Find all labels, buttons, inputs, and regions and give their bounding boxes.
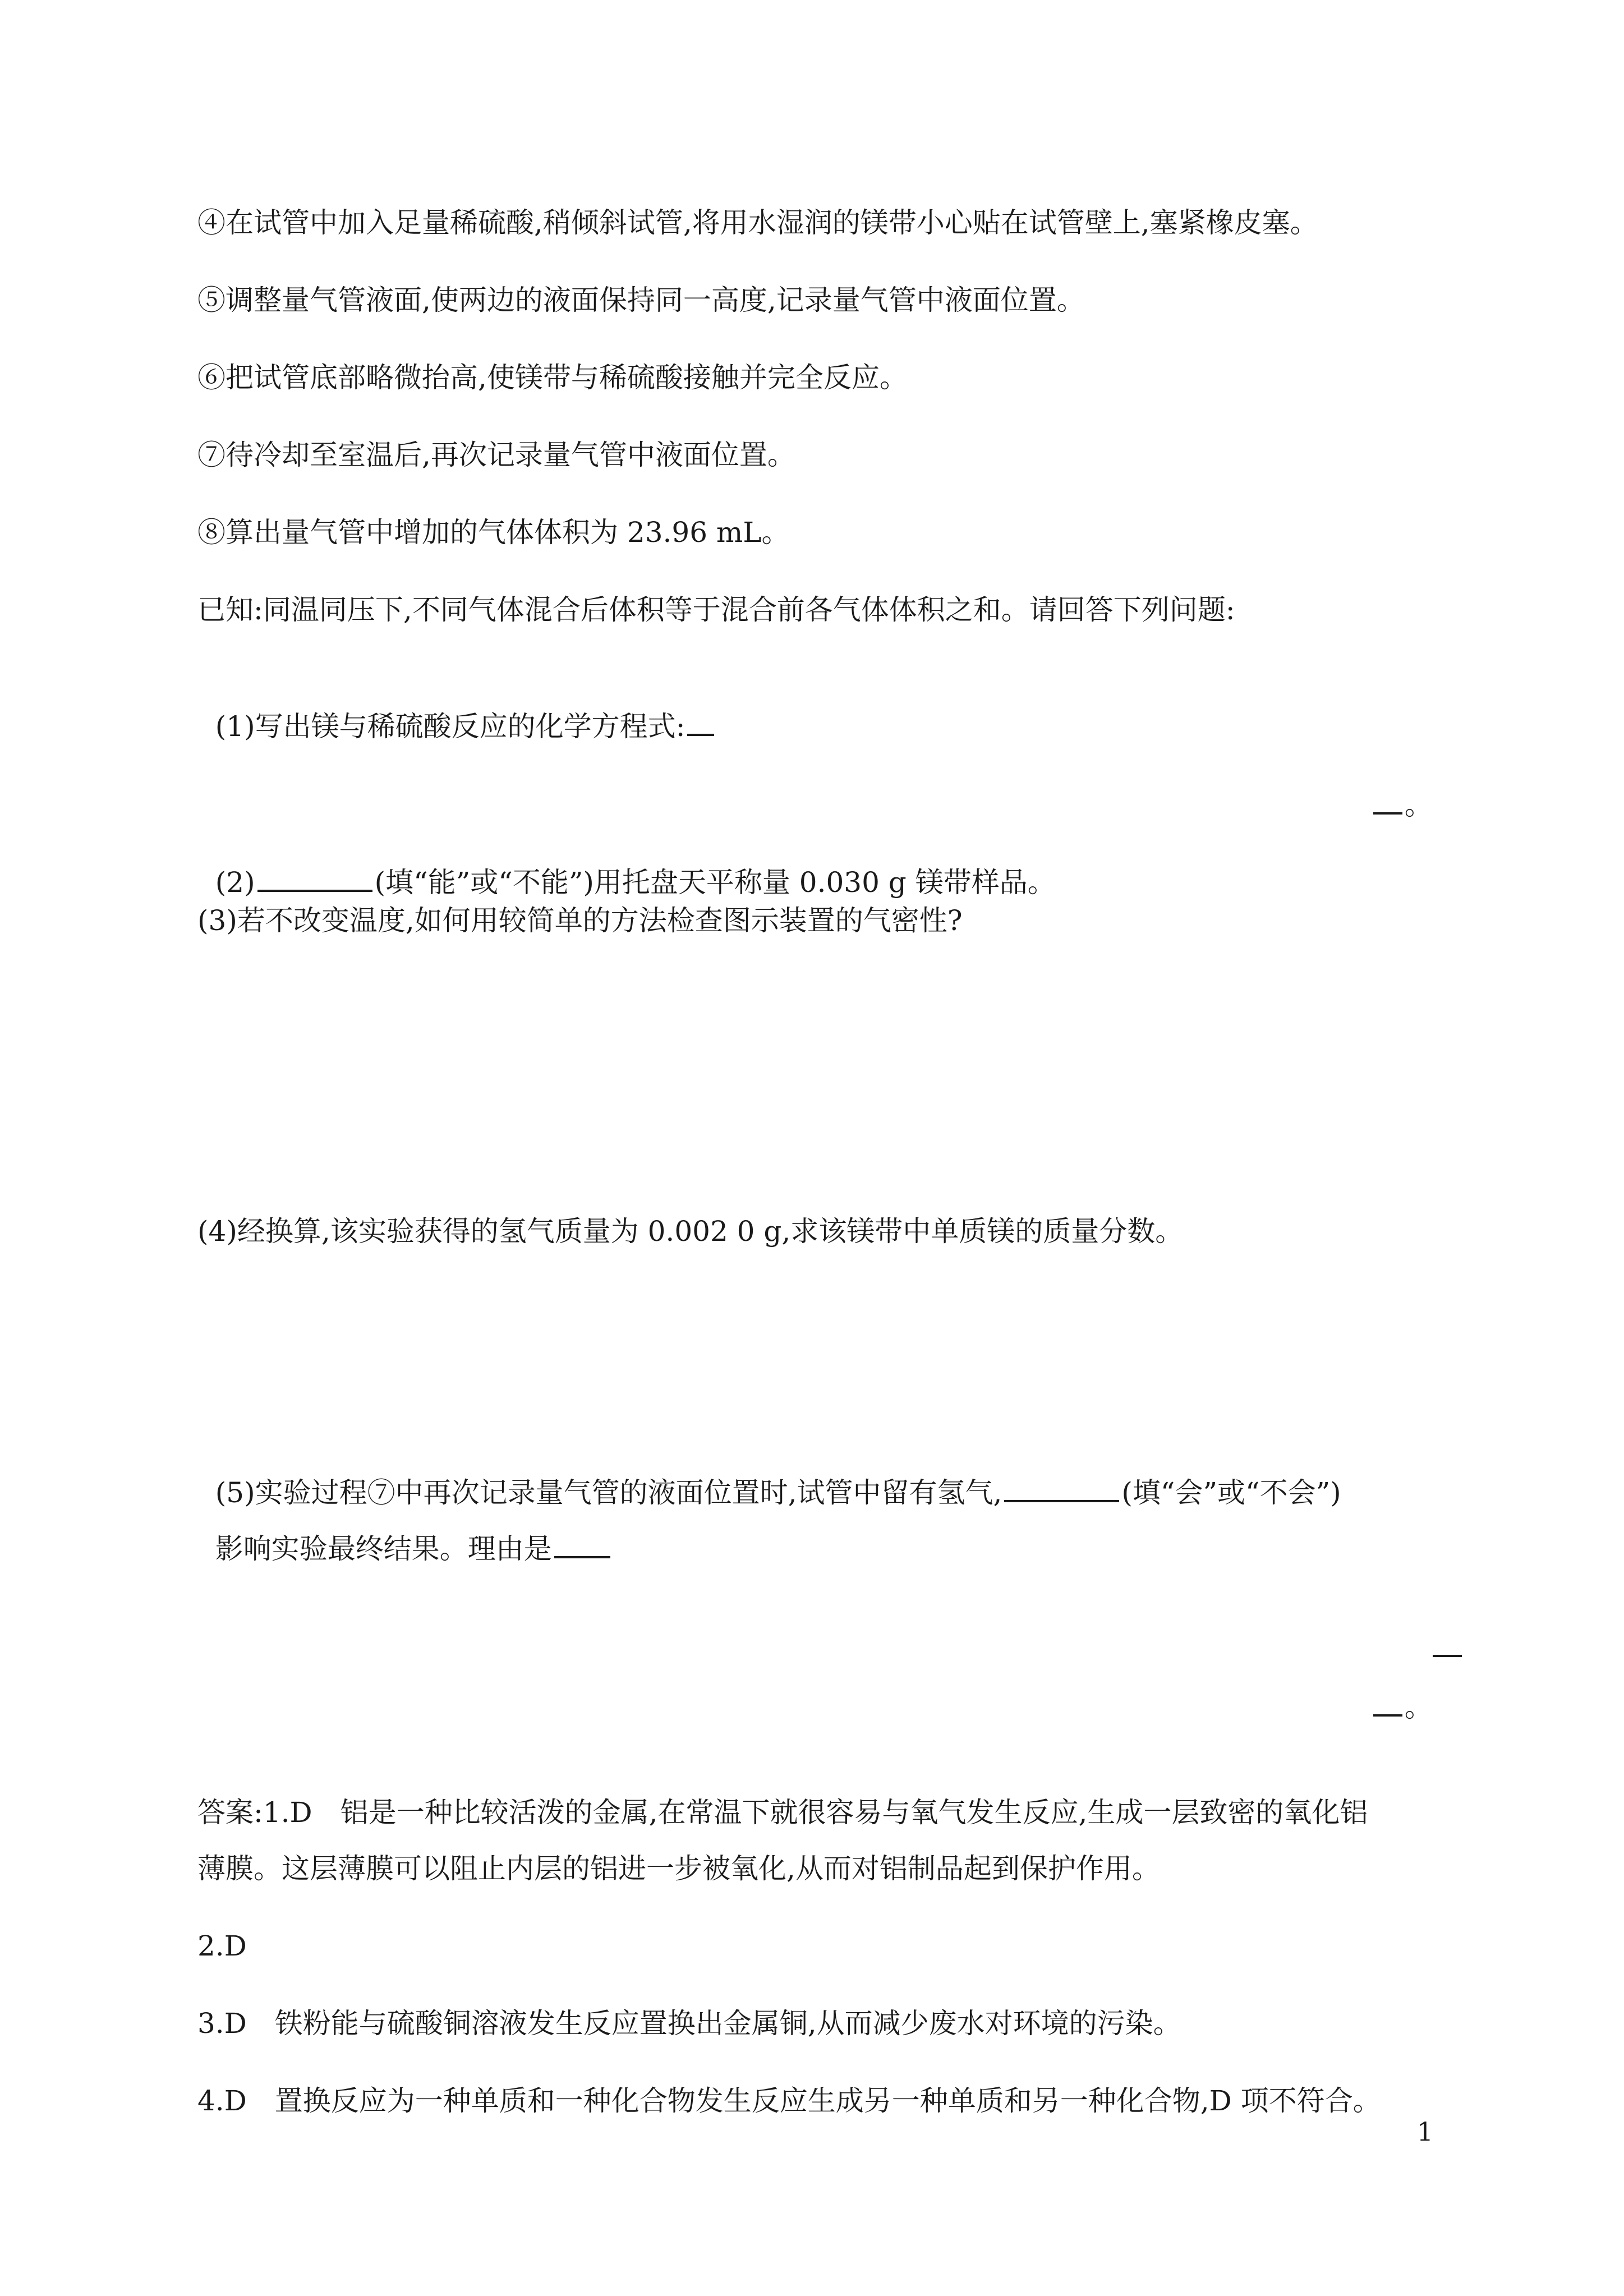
question-5-line2 — [197, 1490, 613, 1568]
question-3: (3)若不改变温度,如何用较简单的方法检查图示装置的气密性? — [197, 904, 963, 937]
answer-blank-1-cont — [1373, 788, 1402, 815]
question-5-hint: (填“会”或“不会”) — [1121, 1476, 1341, 1509]
question-1-end — [1353, 746, 1433, 825]
answer-4: 4.D 置换反应为一种单质和一种化合物发生反应生成另一种单质和另一种化合物,D 项不符合。 — [197, 2085, 1381, 2117]
step-5: ⑤调整量气管液面,使两边的液面保持同一高度,记录量气管中液面位置。 — [197, 284, 1085, 316]
period: 。 — [1404, 1691, 1433, 1723]
step-6: ⑥把试管底部略微抬高,使镁带与稀硫酸接触并完全反应。 — [197, 361, 908, 394]
answer-blank-1 — [687, 709, 714, 736]
question-5-end — [1353, 1648, 1433, 1727]
question-5-text: (5)实验过程⑦中再次记录量气管的液面位置时,试管中留有氢气, — [215, 1476, 1002, 1509]
answer-blank-5b — [554, 1531, 610, 1558]
question-2-number: (2) — [215, 866, 255, 899]
step-7: ⑦待冷却至室温后,再次记录量气管中液面位置。 — [197, 439, 795, 471]
step-8: ⑧算出量气管中增加的气体体积为 23.96 mL。 — [197, 516, 790, 549]
step-4: ④在试管中加入足量稀硫酸,稍倾斜试管,将用水湿润的镁带小心贴在试管壁上,塞紧橡皮塞。 — [197, 206, 1318, 239]
answer-2: 2.D — [197, 1930, 247, 1962]
question-1 — [197, 668, 716, 746]
answer-blank-2 — [257, 865, 372, 892]
question-1-text: (1)写出镁与稀硫酸反应的化学方程式: — [215, 710, 686, 743]
question-4: (4)经换算,该实验获得的氢气质量为 0.002 0 g,求该镁带中单质镁的质量分数。 — [197, 1215, 1184, 1248]
known-conditions: 已知:同温同压下,不同气体混合后体积等于混合前各气体体积之和。请回答下列问题: — [197, 593, 1235, 626]
answer-1-line1: 答案:1.D 铝是一种比较活泼的金属,在常温下就很容易与氧气发生反应,生成一层致密的氧化铝 — [197, 1796, 1368, 1829]
answer-3: 3.D 铁粉能与硫酸铜溶液发生反应置换出金属铜,从而减少废水对环境的污染。 — [197, 2007, 1181, 2040]
answer-blank-5b-end — [1373, 1690, 1402, 1717]
page-number: 1 — [1416, 2116, 1433, 2147]
answer-blank-5b-line — [1433, 1630, 1462, 1657]
question-2-text: (填“能”或“不能”)用托盘天平称量 0.030 g 镁带样品。 — [374, 866, 1056, 899]
answer-blank-5a — [1004, 1475, 1119, 1502]
period: 。 — [1404, 789, 1433, 821]
question-2 — [197, 823, 1056, 902]
answer-1-line2: 薄膜。这层薄膜可以阻止内层的铝进一步被氧化,从而对铝制品起到保护作用。 — [197, 1852, 1160, 1885]
question-5-reason: 影响实验最终结果。理由是 — [215, 1533, 552, 1565]
